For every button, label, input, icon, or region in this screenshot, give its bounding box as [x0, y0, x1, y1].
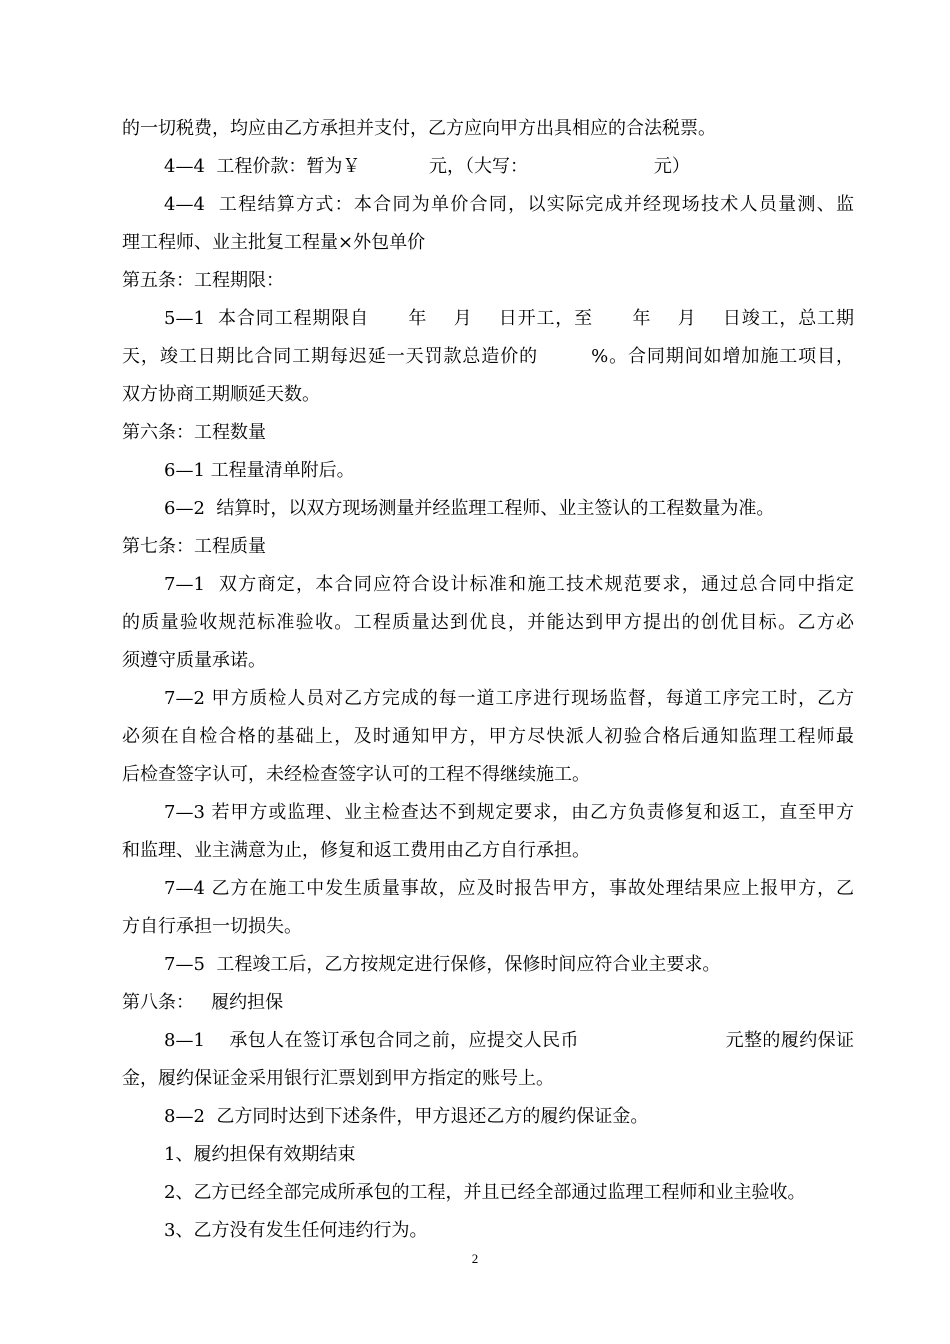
- body-text-line: 双方协商工期顺延天数。: [122, 384, 320, 405]
- body-text-line: 须遵守质量承诺。: [122, 650, 266, 671]
- body-text-line: 的一切税费，均应由乙方承担并支付，乙方应向甲方出具相应的合法税票。: [122, 118, 716, 139]
- condition-item-2: 2、乙方已经全部完成所承包的工程，并且已经全部通过监理工程师和业主验收。: [164, 1182, 806, 1203]
- body-text-line: 方自行承担一切损失。: [122, 916, 302, 937]
- article-7-heading: 第七条：工程质量: [122, 536, 266, 557]
- body-text-line: 后检查签字认可，未经检查签字认可的工程不得继续施工。: [122, 764, 590, 785]
- clause-4-4-settlement: 4—4 工程结算方式：本合同为单价合同，以实际完成并经现场技术人员量测、监: [164, 194, 854, 215]
- clause-7-1: 7—1 双方商定，本合同应符合设计标准和施工技术规范要求，通过总合同中指定: [164, 574, 854, 595]
- body-text-line: 和监理、业主满意为止，修复和返工费用由乙方自行承担。: [122, 840, 590, 861]
- clause-8-2: 8—2 乙方同时达到下述条件，甲方退还乙方的履约保证金。: [164, 1106, 649, 1127]
- condition-item-3: 3、乙方没有发生任何违约行为。: [164, 1220, 428, 1241]
- article-5-heading: 第五条：工程期限：: [122, 270, 284, 291]
- clause-8-1: 8—1 承包人在签订承包合同之前，应提交人民币 元整的履约保证: [164, 1030, 854, 1051]
- condition-item-1: 1、履约担保有效期结束: [164, 1144, 356, 1165]
- body-text-line: 天，竣工日期比合同工期每迟延一天罚款总造价的 %。合同期间如增加施工项目，: [122, 346, 854, 367]
- clause-7-4: 7—4 乙方在施工中发生质量事故，应及时报告甲方，事故处理结果应上报甲方，乙: [164, 878, 854, 899]
- clause-6-2: 6—2 结算时，以双方现场测量并经监理工程师、业主签认的工程数量为准。: [164, 498, 775, 519]
- clause-6-1: 6—1 工程量清单附后。: [164, 460, 355, 481]
- clause-7-2: 7—2 甲方质检人员对乙方完成的每一道工序进行现场监督，每道工序完工时，乙方: [164, 688, 854, 709]
- clause-5-1: 5—1 本合同工程期限自 年 月 日开工，至 年 月 日竣工，总工期: [164, 308, 854, 329]
- clause-7-3: 7—3 若甲方或监理、业主检查达不到规定要求，由乙方负责修复和返工，直至甲方: [164, 802, 854, 823]
- page-number: 2: [471, 1251, 479, 1266]
- clause-4-4-price: 4—4 工程价款：暂为￥ 元，（大写： 元）: [164, 156, 690, 177]
- body-text-line: 理工程师、业主批复工程量×外包单价: [122, 232, 426, 253]
- body-text-line: 的质量验收规范标准验收。工程质量达到优良，并能达到甲方提出的创优目标。乙方必: [122, 612, 854, 633]
- article-6-heading: 第六条：工程数量: [122, 422, 266, 443]
- body-text-line: 必须在自检合格的基础上，及时通知甲方，甲方尽快派人初验合格后通知监理工程师最: [122, 726, 854, 747]
- body-text-line: 金，履约保证金采用银行汇票划到甲方指定的账号上。: [122, 1068, 554, 1089]
- article-8-heading: 第八条： 履约担保: [122, 992, 284, 1013]
- clause-7-5: 7—5 工程竣工后，乙方按规定进行保修，保修时间应符合业主要求。: [164, 954, 721, 975]
